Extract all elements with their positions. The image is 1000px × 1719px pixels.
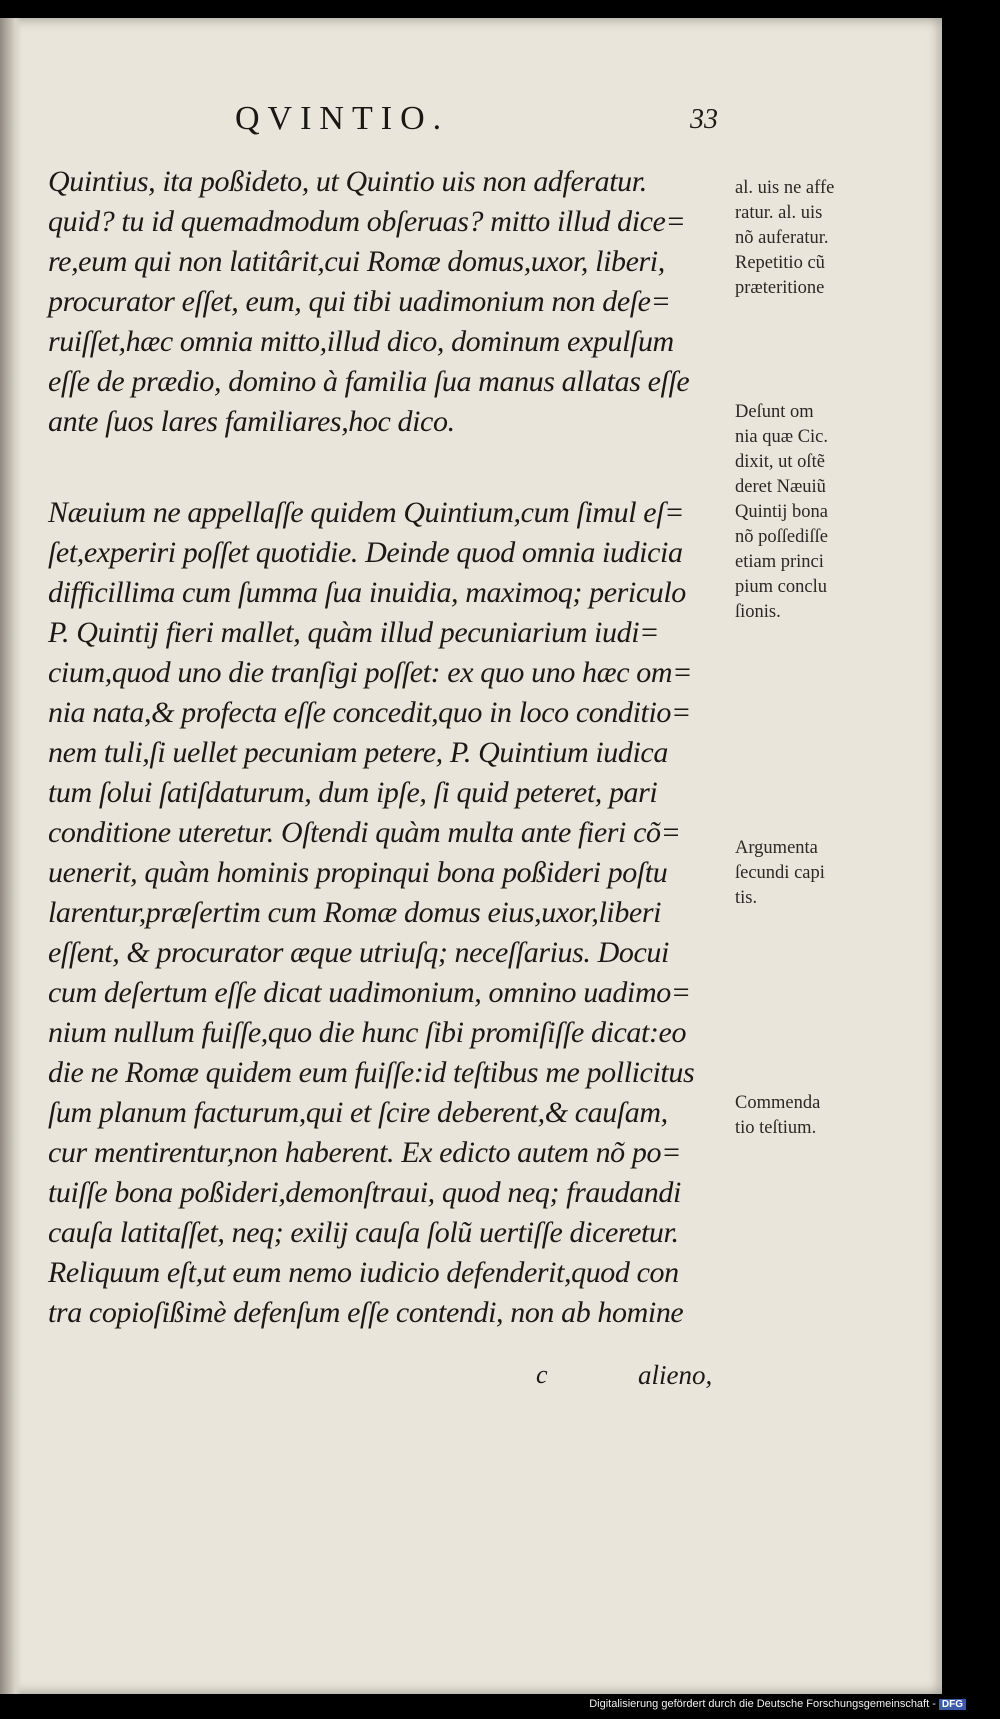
page-gutter-shadow [0, 18, 22, 1694]
text-line: Næuium ne appellaſſe quidem Quintium,cum ſimul eſ= [48, 496, 685, 529]
note-line: ratur. al. uis [735, 203, 823, 223]
catchword-line [0, 1360, 942, 1396]
note-line: Argumenta [735, 838, 818, 858]
text-line: tuiſſe bona poßideri,demonſtraui, quod neq; fraudandi [48, 1176, 681, 1209]
credit-text: Digitalisierung gefördert durch die Deutsche Forschungsgemeinschaft - [589, 1698, 936, 1710]
dfg-logo: DFG [939, 1699, 966, 1710]
marginal-note-4 [735, 1091, 935, 1141]
note-line: pium conclu [735, 577, 827, 597]
note-line: nõ auferatur. [735, 228, 829, 248]
book-page [0, 18, 942, 1694]
text-line: cium,quod uno die tranſigi poſſet: ex quo uno hæc om= [48, 656, 692, 689]
note-line: tio teſtium. [735, 1118, 817, 1138]
main-text-paragraph-2 [48, 493, 718, 1333]
page-number: 33 [690, 104, 718, 135]
digitization-credit [589, 1698, 966, 1710]
note-line: Repetitio cũ [735, 253, 825, 273]
text-line: nem tuli,ſi uellet pecuniam petere, P. Quintium iudica [48, 736, 668, 769]
catchword: alieno, [638, 1360, 713, 1390]
text-line: uenerit, quàm hominis propinqui bona poßideri poſtu [48, 856, 668, 889]
note-line: præteritione [735, 278, 825, 298]
marginal-note-2 [735, 400, 935, 625]
note-line: dixit, ut oſtẽ [735, 452, 825, 472]
note-line: tis. [735, 888, 758, 908]
note-line: Quintij bona [735, 502, 829, 522]
text-line: quid? tu id quemadmodum obſeruas? mitto illud dice= [48, 205, 686, 238]
note-line: nia quæ Cic. [735, 427, 829, 447]
marginal-note-3 [735, 836, 935, 911]
running-head [0, 100, 942, 150]
running-title: QVINTIO. [235, 100, 450, 137]
text-line: difficillima cum ſumma ſua inuidia, maximoq; periculo [48, 576, 686, 609]
text-line: cur mentirentur,non haberent. Ex edicto autem nõ po= [48, 1136, 681, 1169]
text-line: ruiſſet,hæc omnia mitto,illud dico, dominum expulſum [48, 325, 674, 358]
note-line: ſionis. [735, 602, 781, 622]
text-line: conditione uteretur. Oſtendi quàm multa ante fieri cõ= [48, 816, 681, 849]
text-line: nium nullum fuiſſe,quo die hunc ſibi promiſiſſe dicat:eo [48, 1016, 687, 1049]
note-line: etiam princi [735, 552, 824, 572]
text-line: ſum planum facturum,qui et ſcire deberent,& cauſam, [48, 1096, 668, 1129]
text-line: ante ſuos lares familiares,hoc dico. [48, 405, 455, 438]
text-line: nia nata,& profecta eſſe concedit,quo in loco conditio= [48, 696, 691, 729]
text-line: cauſa latitaſſet, neq; exilij cauſa ſolũ uertiſſe diceretur. [48, 1216, 679, 1249]
text-line: Reliquum eſt,ut eum nemo iudicio defenderit,quod con [48, 1256, 679, 1289]
note-line: al. uis ne affe [735, 178, 835, 198]
note-line: deret Næuiũ [735, 477, 826, 497]
text-line: cum deſertum eſſe dicat uadimonium, omnino uadimo= [48, 976, 691, 1009]
note-line: ſecundi capi [735, 863, 825, 883]
text-line: re,eum qui non latitârit,cui Romæ domus,uxor, liberi, [48, 245, 665, 278]
note-line: nõ poſſediſſe [735, 527, 828, 547]
note-line: Commenda [735, 1093, 821, 1113]
text-line: eſſent, & procurator æque utriuſq; neceſſarius. Docui [48, 936, 669, 969]
main-text-paragraph-1 [48, 162, 718, 442]
text-line: procurator eſſet, eum, qui tibi uadimonium non deſe= [48, 285, 671, 318]
text-line: tra copioſißimè defenſum eſſe contendi, non ab homine [48, 1296, 684, 1329]
text-line: Quintius, ita poßideto, ut Quintio uis non adferatur. [48, 165, 647, 198]
text-line: larentur,præſertim cum Romæ domus eius,uxor,liberi [48, 896, 662, 929]
marginal-note-1 [735, 176, 935, 301]
note-line: Deſunt om [735, 402, 814, 422]
signature-mark: c [536, 1360, 548, 1389]
text-line: eſſe de prædio, domino à familia ſua manus allatas eſſe [48, 365, 690, 398]
text-line: ſet,experiri poſſet quotidie. Deinde quod omnia iudicia [48, 536, 683, 569]
text-line: die ne Romæ quidem eum fuiſſe:id teſtibus me pollicitus [48, 1056, 695, 1089]
text-line: tum ſolui ſatiſdaturum, dum ipſe, ſi quid peteret, pari [48, 776, 658, 809]
text-line: P. Quintij fieri mallet, quàm illud pecuniarium iudi= [48, 616, 659, 649]
